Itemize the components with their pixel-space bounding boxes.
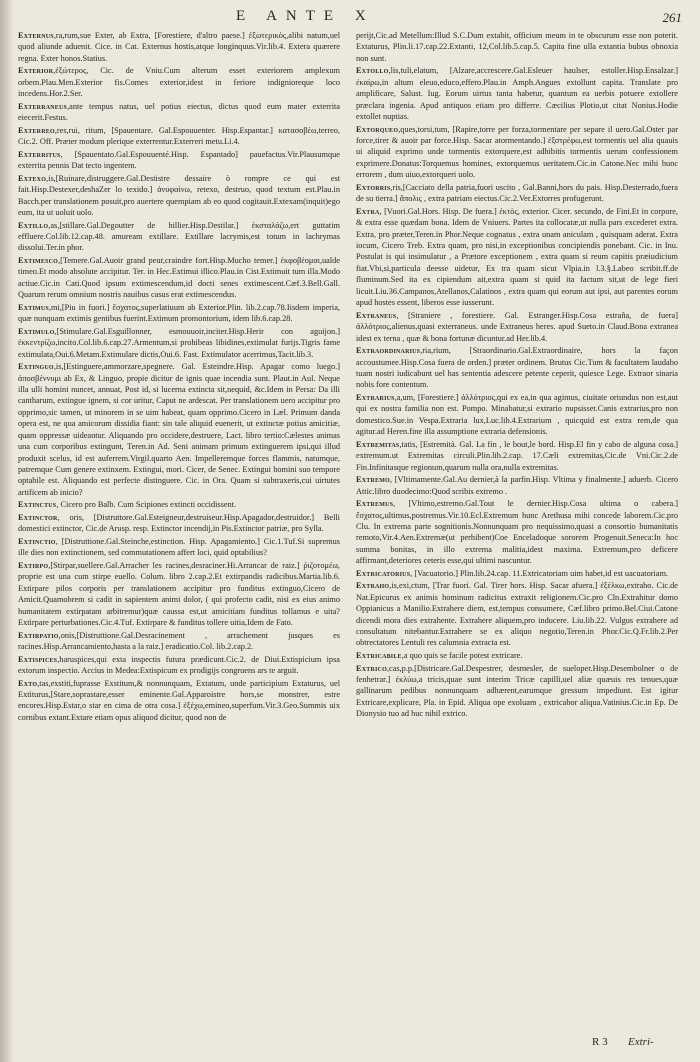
entry-text: , [Spauentato.Gal.Espouuenté.Hisp. Espantado] pauefactus.Vir.Plausumque exterrita pennis Dat tecto ingentem.: [18, 149, 340, 171]
entry-text: ,[Temere.Gal.Auoir grand peur,craindre fort.Hisp.Mucho temer.] ἐκφοβέομαι,ualde timeo.Et modo absolute accipitur. Ter. in Hec.Extimui illico.Plau.in Cist.Extimuit tum illa.Modo actiue.Cic.in Cati.Quod ipsum extimescendum,id docti senes extimescent.Cæf.3.Bell.Gall. Quarum rerum omnium nostris nauibus casus erat extimescendus.: [18, 256, 340, 300]
dictionary-entry: [356, 206, 678, 309]
dictionary-entry: [356, 663, 678, 720]
entry-text: ,ris,[Cacciato della patria,fuori uscito , Gal.Banni,hors du pais. Hisp.Desterrado,fuera de su tierra.] ἄπολις , extra patriam eiectus.Cic.2.Ver.Extorres profugerunt.: [356, 182, 678, 204]
dictionary-entry: [18, 678, 340, 724]
page-header: [0, 6, 700, 28]
entry-headword: Extricatorius: [356, 568, 411, 578]
entry-text: ,is,[Ruinare,distruggere.Gal.Destistre dessaire ò rompre ce qui est fait.Hisp.Destexer,deshaZer lo texido.] ἀνυφαίνω, retexo, destruo, quod textum est.Plau.in Bacch.per translationem posuit,pro auertere quempiam ab eo quod cogitauit.Extexam(inquit)ego eum, ita ut uoluit uolo.: [18, 173, 340, 218]
entry-text: ,onis,[Distruttione.Gal.Desracinement , arrachement jusques es racines.Hisp.Arrancamiento,hasta a la raiz.] eradicatio.Col. lib.2.cap.2.: [18, 630, 340, 651]
entry-headword: Extinguo: [18, 362, 54, 372]
entry-headword: Extrarius: [356, 392, 395, 402]
entry-text: ,mi,[Piu in fuori.] ἔσχατος,superlatiuum ab Exterior.Plin. lib.2.cap.78.Iisdem imperia, quæ nunquam extimis gentibus fuerint.Extimum promontorium, idem lib.6.cap.28.: [18, 302, 340, 324]
entry-text: , [Distruttione.Gal.Steinche,estinction. Hisp. Apagamiento.] Cic.1.Tuf.Si supremus ille dies non extinctionem, sed commutationem affert loci, quid optabilius?: [18, 536, 340, 558]
entry-text: ,haruspices,qui exta inspectis futura prædicunt.Cic.2. de Diui.Extispicium ipsa extorum inspectio. Accius in Medea:Extispicum ex prodigijs congruens ars te arguit.: [18, 654, 340, 675]
dictionary-entry: [356, 650, 678, 661]
dictionary-entry: [18, 255, 340, 301]
entry-headword: Extimulo: [18, 326, 55, 336]
entry-text: ,a,um, [Forestiere.] ἀλλότριος,qui ex ea,in qua agimus, ciuitate oriundus non est,aut qui ex nostra familia non est. Pompo. Minabatur,si extrario nupsisset.Canis extrarius,pro non domestico.Sue.in Vespa.Extraria lux,Luc.lib.4.Extrarium , quicquid est extra rem,de qua agitur.ad Heren.fine illa assumptione extraria defensionis.: [356, 392, 678, 437]
entry-headword: Externus: [18, 31, 54, 40]
entry-headword: Extirpatio: [18, 630, 59, 640]
entry-headword: Extinctio: [18, 536, 56, 546]
entry-text: ,is,[Estinguere,ammorzare,spegnere. Gal. Esteindre.Hisp. Apagar como luego.] ἀποσβέννυμι ab Ex, & Linguo, propie dicitur de ignis quae incendia sunt. Plaut.in Aul. Neque illa ulli homini nuncet, annuat, Post id, si lucerna extincta sit,nequid, &c.Idem in Persa: Da illi cantharum, extingue ignem, si cor uritur, Caput ne ardescat. Per translationem uero accipitur pro opprimo,sic tamen, ut minorem in se uim habeat, quam opprimo.Cicero in Læl. Primum danda opera est, ne qua amicorum dissidia fiant: sin tale aliquid euenerit, ut extinctæ potius amicitiæ, quam oppressæ uideantur. Aliquando pro occidere,destruere, Lact. libro tertio:Cælestes animas una cum corporibus extingunt, Teren.in Ad. Seni animam primum extinguerem ipsi,qui illud produxit scelus, id est auferrem.Virgil.quarto Aen. Impelleremque forces flammis, natumque, patremque Cum genere extinxem. Extingui, mori. Cicer, de Senec. Extingui homini suo tempore optabile est. Aliquando est perfecte distinguere. Cic. in Ora. Quam si subtraxeris,cui uirtutes artificem ab inicio?: [18, 362, 340, 497]
dictionary-entry: [356, 30, 678, 64]
entry-text: ,lis,tuli,elatum, [Alzare,accrescere.Gal.Esleuer haulser, estoller.Hisp.Ensalzar.] ἐκαίρω,in altum eleuo,educo,effero.Plau.in Amph.Angues extollunt capita. Translate pro amplificare, Salust. Iug. Eorum uirtus tanta habetur, quantum ea uerbis potuere extollere præclara ingenia. Apud antiquos etiam pro differre. Cæcilius Plotio,ut citat Nonius.Hodie extollet nuptias.: [356, 66, 678, 122]
dictionary-entry: [18, 65, 340, 99]
entry-headword: Extirpo: [18, 560, 49, 570]
right-column: [356, 30, 678, 1048]
dictionary-entry: [356, 392, 678, 438]
dictionary-entry: [18, 101, 340, 124]
dictionary-entry: [18, 220, 340, 254]
entry-text: , [Vltimo,estremo.Gal.Tout le dernier.Hisp.Cosa ultima o cabera.] ἔσχατος,ultimus,postremus.Vir.10.Ecl.Extremum hunc Arethusa mihi concede laborem.Cic.pro Clu. In extrema parte sognitionis.Nonnunquam pro nequissimo,quasi a consortio humanitatis remoto,Vir.4.Aen.Extremæ(ut perhibent)Coe Enceladoque sororem Progenuit.Seneca:In hoc summa bonitas, in illo extrema malitia,idest maxima. Extremum,pro deficere affirmant,deteriores ceteris esse,qui ultimi nascuntur.: [356, 499, 678, 566]
dictionary-entry: [356, 345, 678, 391]
dictionary-entry: [356, 310, 678, 344]
entry-text: , oris, [Distruttore.Gal.Esteigneur,destruiseur.Hisp.Apagador,destruidor.] Belli domestici extinctor, Cic.de Arusp. resp. Extinctor incendij,in Pis.Extinctor patriæ, pro Sylla.: [18, 512, 340, 534]
binding-gutter: [0, 0, 14, 1062]
page-footer: [356, 1036, 676, 1056]
entry-headword: Extillo: [18, 220, 49, 230]
dictionary-entry: [18, 149, 340, 172]
dictionary-entry: [18, 30, 340, 64]
dictionary-entry: [356, 182, 678, 205]
entry-text: ,ἐξώτερος, Cic. de Vniu.Cum alterum esset exteriorem amplexum orbem.Plau.Men.Exterior fis.Comes exterior,idest in feriore indignioreque loco incedens.Hor.2.Ser.: [18, 66, 340, 99]
entry-text: ,tatis, [Estremità. Gal. La fin , le bout,le bord. Hisp.El fin y cabo de alguna cosa.] extremum.ut Extremitas circuli.Plin.lib.2.cap. 17.Cæli extremitas,Cic.de Vni.Cic.2.de Fin.Infinitasque regionum,quarum nulla ora,nulla extremitas.: [356, 439, 678, 472]
entry-headword: Exterritus: [18, 149, 61, 159]
dictionary-entry: [18, 326, 340, 360]
dictionary-entry: [356, 568, 678, 579]
dictionary-entry: [18, 361, 340, 498]
dictionary-entry: [18, 125, 340, 148]
entry-headword: Extrico: [356, 663, 387, 673]
entry-headword: Exterraneus: [18, 101, 68, 111]
entry-headword: Extricabile: [356, 650, 402, 660]
entry-text: perijt,Cic.ad Metellum:Illud S.C.Dum extabit, officium meum in te obscurum esse non poterit. Extaturus, Plin.li.17.cap.22.Extanti, 12,Col.lib.5.cap.5. Capita fine ulla extantia bubus obnoxia non sunt.: [356, 31, 678, 63]
page-number: 261: [662, 10, 682, 25]
entry-headword: Extra: [356, 206, 380, 216]
entry-headword: Extraneus: [356, 310, 397, 320]
dictionary-entry: [18, 630, 340, 653]
entry-headword: Extremo: [356, 475, 390, 485]
entry-text: ,ante tempus natus, uel potius eiectus, dictus quod eum mater exterrita eiecerit.Festus.: [18, 101, 340, 123]
entry-headword: Extorqueo: [356, 124, 399, 134]
entry-headword: Extexo: [18, 173, 47, 183]
dictionary-entry: [18, 173, 340, 219]
entry-headword: Extraho: [356, 581, 390, 591]
entry-headword: Extimesco: [18, 256, 59, 266]
dictionary-entry: [356, 580, 678, 648]
dictionary-entry: [18, 499, 340, 510]
entry-headword: Extraordinarius: [356, 346, 421, 356]
dictionary-entry: [356, 65, 678, 122]
signature-mark: R 3: [592, 1036, 608, 1048]
left-column: [18, 30, 340, 1048]
dictionary-entry: [356, 498, 678, 566]
entry-text: ,as,[stillare.Gal.Degoutter de hillier.Hisp.Destilar.] ἐκσταλάζω,ert guttatim effluere.Col.lib.12.cap.48. amuream extillare. Extillare lacrymis,est totum in lachrymas dissolui.Ter.in phor.: [18, 220, 340, 253]
entry-text: ,ra,rum,sue Exter, ab Extra, [Forestiere, d'altro paese.] ἐξωτερικὸς,alibi natum,uel quod aliunde aduenit. Cice. in Cat. Externus hostis,atque longinquus.Vir.lib.4. Extera quærere regna. Exter honos.Statius.: [18, 31, 340, 63]
dictionary-entry: [356, 439, 678, 473]
dictionary-entry: [18, 302, 340, 325]
entry-text: ,res,rui, ritum, [Spauentare. Gal.Espouuenter. Hisp.Espantar.] κατασοβέω,terreo, Cic.2. Off. Præter modum plerique exterrentur.Exterreri metu.Li.4.: [18, 125, 340, 147]
entry-headword: Exterior: [18, 66, 54, 76]
entry-text: ,a quo quis se facile potest extricare.: [401, 650, 523, 660]
entry-text: , [Vltimamente.Gal.Au dernier,à la parfin.Hisp. Vltima y finalmente.] aduerb. Cicero Attic.libro duodecimo:Quod scribis extremo .: [356, 475, 678, 496]
dictionary-entry: [356, 124, 678, 181]
entry-headword: Extispices: [18, 654, 58, 664]
entry-headword: Exto: [18, 678, 38, 688]
entry-headword: Extollo: [356, 66, 389, 76]
two-column-body: [18, 30, 686, 1048]
entry-text: , [Vuori.Gal.Hors. Hisp. De fuera.] ἐκτὸς, exterior. Cicer. secundo, de Fini.Et in corpore, & extra esse quædam bona. Idem de Vniuers. Partes ita collocatæ,ut nulla pars excederet extra. Extra, pro præter,Teren.in Phor.Neque cognatus , extra unam aniculam , quisquam aderat. Extra iocum, Cicero Treb. Extra quam, pro nisi,in exceptionibus concipiendis ponebant. Cic. in Inu. Postulat is qui insimulatur , a Prætore exceptionem , extra quam si reum capitis præiudicium fiat.Vbi,si,particula deesse uidetur, Ex tra quam sicut Vlpia.in l.3.§.Labeo scribit.ff.de fluminum.Sed ita ex cipiendum ait,extra quam si quid ita factum sit,ut de lege fieri licuit.Liu.36.Campanos,Atellanos,Calatinos , extra quam qui eorum aut ipsi, aut parentes eorum apud hostes essent, liberos esse iusserunt.: [356, 206, 678, 308]
entry-headword: Extinctus: [18, 500, 57, 510]
catchword: Extri-: [628, 1036, 654, 1048]
entry-text: ,ques,torsi,tum, [Rapire,torre per forza,tormentare per separe il uero.Gal.Oster par force,tirer & auoir par force.Hisp. Sacar atormentando.] ἐξστρέφω,est tormentis uel alia quauis ui aliquid exprimo unde tormentis extorquere,est adhibitis tormentis uerum confessionem exprimere.Donatus:Torquemus homines, extorquemus ueritatem.Cic.in Catone.Nec mihi hunc errorem , dum uiuo,extorqueri uolo.: [356, 124, 678, 180]
entry-headword: Extorris: [356, 182, 391, 192]
dictionary-entry: [356, 474, 678, 497]
entry-text: ,is,exi,ctum, [Trar fuori. Gal. Tirer hors. Hisp. Sacar afuera.] ἐξέλκω,extraho. Cic.de Nat.Epicurus ex animis hominum radicitus extraxit religionem.Cic.pro Cln.Extrahitur domo Oppianicus a Manilio.Extrahere diem, est,tempus consumere, Cæf.libro primo.Bel.Ciui.Catone dicendi mora dies extrahente. Extrahere aliquem,pro inducere. Liu.lib.22. Vulgus extrahere ad consultatum nitebantur.Extrahere se ex aliquo negotio,Teren.in Phor.Cic.Q.Fr.lib.2.Per obtrectatores Lentuli res calumnia extracta est.: [356, 581, 678, 648]
entry-text: ,[Stirpar,suellere.Gal.Arracher les racines,desraciner.Hi.Arrancar de raiz.] ῥιζοτομέω, proprie est una cum stirpe euello. Colum. libro 2.cap.2.Et extirpandis radicibus.Martia.lib.6. Extirpare pilos corporis per translationem accipitur pro funditus extinguo,Cicero de Amicit.Quamobrem si cadit in sapientem animi dolor, ( qui profecto cadit, nisi ex eius animo humanitatem extirpatam arbitremur)quæ caussa est,ut amicitiam funditus tollamus e uita?Extirpare perturbationes.Cic.4.Tuf. Extirpare & funditus tollere uitia,Idem de Fato.: [18, 560, 340, 627]
running-head: E ANTE X: [236, 8, 375, 24]
dictionary-entry: [18, 536, 340, 559]
entry-text: , Cicero pro Balb. Cum Scipiones extincti occidissent.: [56, 500, 237, 510]
dictionary-entry: [18, 654, 340, 677]
entry-headword: Extremitas: [356, 439, 400, 449]
entry-text: , [Straniere , forestiere. Gal. Estranger.Hisp.Cosa estraña, de fuera] ἀλλότριος,alienus,quasi exterraneus. unde Extraneus heres. apud Sueto.in Claud.Bona extranea idest ex terna , quæ & bona fortunæ dicuntur.ad Her.lib.4.: [356, 310, 678, 343]
dictionary-entry: [18, 512, 340, 535]
entry-headword: Exterreo: [18, 125, 55, 135]
entry-text: , [Vacuatorio.] Plin.lib.24.cap. 11.Extricatoriam uim habet,id est uacuatoriam.: [410, 568, 669, 578]
dictionary-entry: [18, 560, 340, 628]
entry-text: ,ria,rium, [Straordinario.Gal.Extraordinaire, hors la façon accoustumee.Hisp.Cosa fuera de orden.] præter ordinem. Brutus Cic.Tum & facultatem laudabo tuam nostri iudicabunt uel has sententia adescere petente ceperit, quiesce Lege. Extraor sinaria nobis fore contentum.: [356, 346, 678, 390]
entry-text: ,[Stimulare.Gal.Esguillonner, esmouuoir,inciter.Hisp.Herir con aguijon.] ἐκκεντρίζω,incito.Col.lib.6.cap.27.Armentum,si prohibeas libidines,extimulat furijs.Tigris fame extimulata,Oui.6.Metam.Extimulare dictis,Oui.6. Fast. Extimulator acerrimus,Tacit.lib.3.: [18, 326, 340, 359]
entry-text: ,cas,p.p.[Districare.Gal.Despestrer, desmesler, de sueloper.Hisp.Desembolner o de fenhetrar.] ἐκλύω,a tricis,quae sunt interim Tricæ capilli,uel aliæ quæuis res tenues,quæ gallinarum pedibus nonnunquam adhærent,earumque gressum impediunt. Est igitur Extricare,explicare, Pla. in Epid. Aliqua ope exoluam , extricabor aliqua.Vatinius.Cic.in Ep. De Dionysio tuo ad huc nihil extrico.: [356, 663, 678, 719]
entry-headword: Extinctor: [18, 512, 58, 522]
entry-text: ,tas,exstiti,fuprasse Exstitum,& nonnunquam, Extatum, unde participium Extaturus, uel Extiturus,[Stare,soprastare,esser eminente.Gal.Apparoistre hors,se monstrer, estre encores.Hisp.Estar,o star en cima de otra cosa.] ἐξέχω,emineo,superfum.Vir.3.Geo.Summis uix cornibus extant.Extare etiam opus aliquod dicitur, quod non de: [18, 678, 340, 722]
entry-headword: Extremus: [356, 499, 394, 509]
entry-headword: Extimus: [18, 302, 49, 312]
